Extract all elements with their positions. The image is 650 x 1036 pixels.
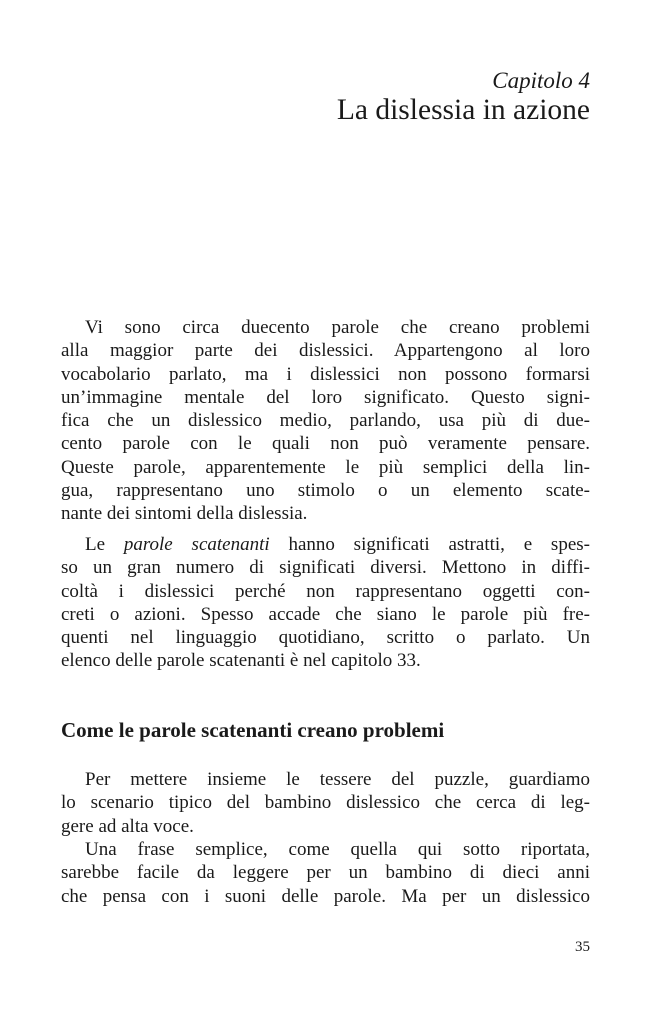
book-page [61,0,590,1036]
paragraph-line: sarebbe facile da leggere per un bambino di dieci anni [61,862,590,884]
paragraph-line: lo scenario tipico del bambino dislessico che cerca di leg- [61,792,590,814]
paragraph-4 [61,838,590,908]
paragraph-line: Una frase semplice, come quella qui sotto riportata, [85,839,590,860]
paragraph-line: alla maggior parte dei dislessici. Appartengono al loro [61,340,590,362]
chapter-title: La dislessia in azione [336,94,590,126]
section-heading: Come le parole scatenanti creano problemi [61,718,445,742]
paragraph-line: Vi sono circa duecento parole che creano problemi [85,317,590,338]
paragraph-1 [61,316,590,526]
paragraph-line: un’immagine mentale del loro significato. Questo signi- [61,386,590,408]
paragraph-line: cento parole con le quali non può veramente pensare. [61,433,590,455]
paragraph-line: vocabolario parlato, ma i dislessici non possono formarsi [61,363,590,385]
chapter-label: Capitolo 4 [492,68,590,93]
text-run: hanno significati astratti, e spes- [269,534,590,555]
paragraph-line: so un gran numero di significati diversi. Mettono in diffi- [61,557,590,579]
paragraph-line: coltà i dislessici perché non rappresentano oggetti con- [61,580,590,602]
paragraph-3 [61,768,590,838]
paragraph-line: Queste parole, apparentemente le più semplici della lin- [61,456,590,478]
paragraph-line: fica che un dislessico medio, parlando, usa più di due- [61,410,590,432]
page-number: 35 [575,939,590,955]
paragraph-line: gua, rappresentano uno stimolo o un elemento scate- [61,480,590,502]
paragraph-line: quenti nel linguaggio quotidiano, scritto o parlato. Un [61,627,590,649]
paragraph-line: gere ad alta voce. [61,815,194,837]
paragraph-line [61,533,590,556]
paragraph-line: creti o azioni. Spesso accade che siano le parole più fre- [61,603,590,625]
paragraph-line: elenco delle parole scatenanti è nel capitolo 33. [61,650,421,672]
paragraph-line: Per mettere insieme le tessere del puzzle, guardiamo [85,769,590,790]
paragraph-line: che pensa con i suoni delle parole. Ma per un dislessico [61,885,590,907]
paragraph-line: nante dei sintomi della dislessia. [61,503,308,525]
italic-term: parole scatenanti [123,534,270,555]
paragraph-2 [61,533,590,673]
text-run: Le [85,534,124,555]
